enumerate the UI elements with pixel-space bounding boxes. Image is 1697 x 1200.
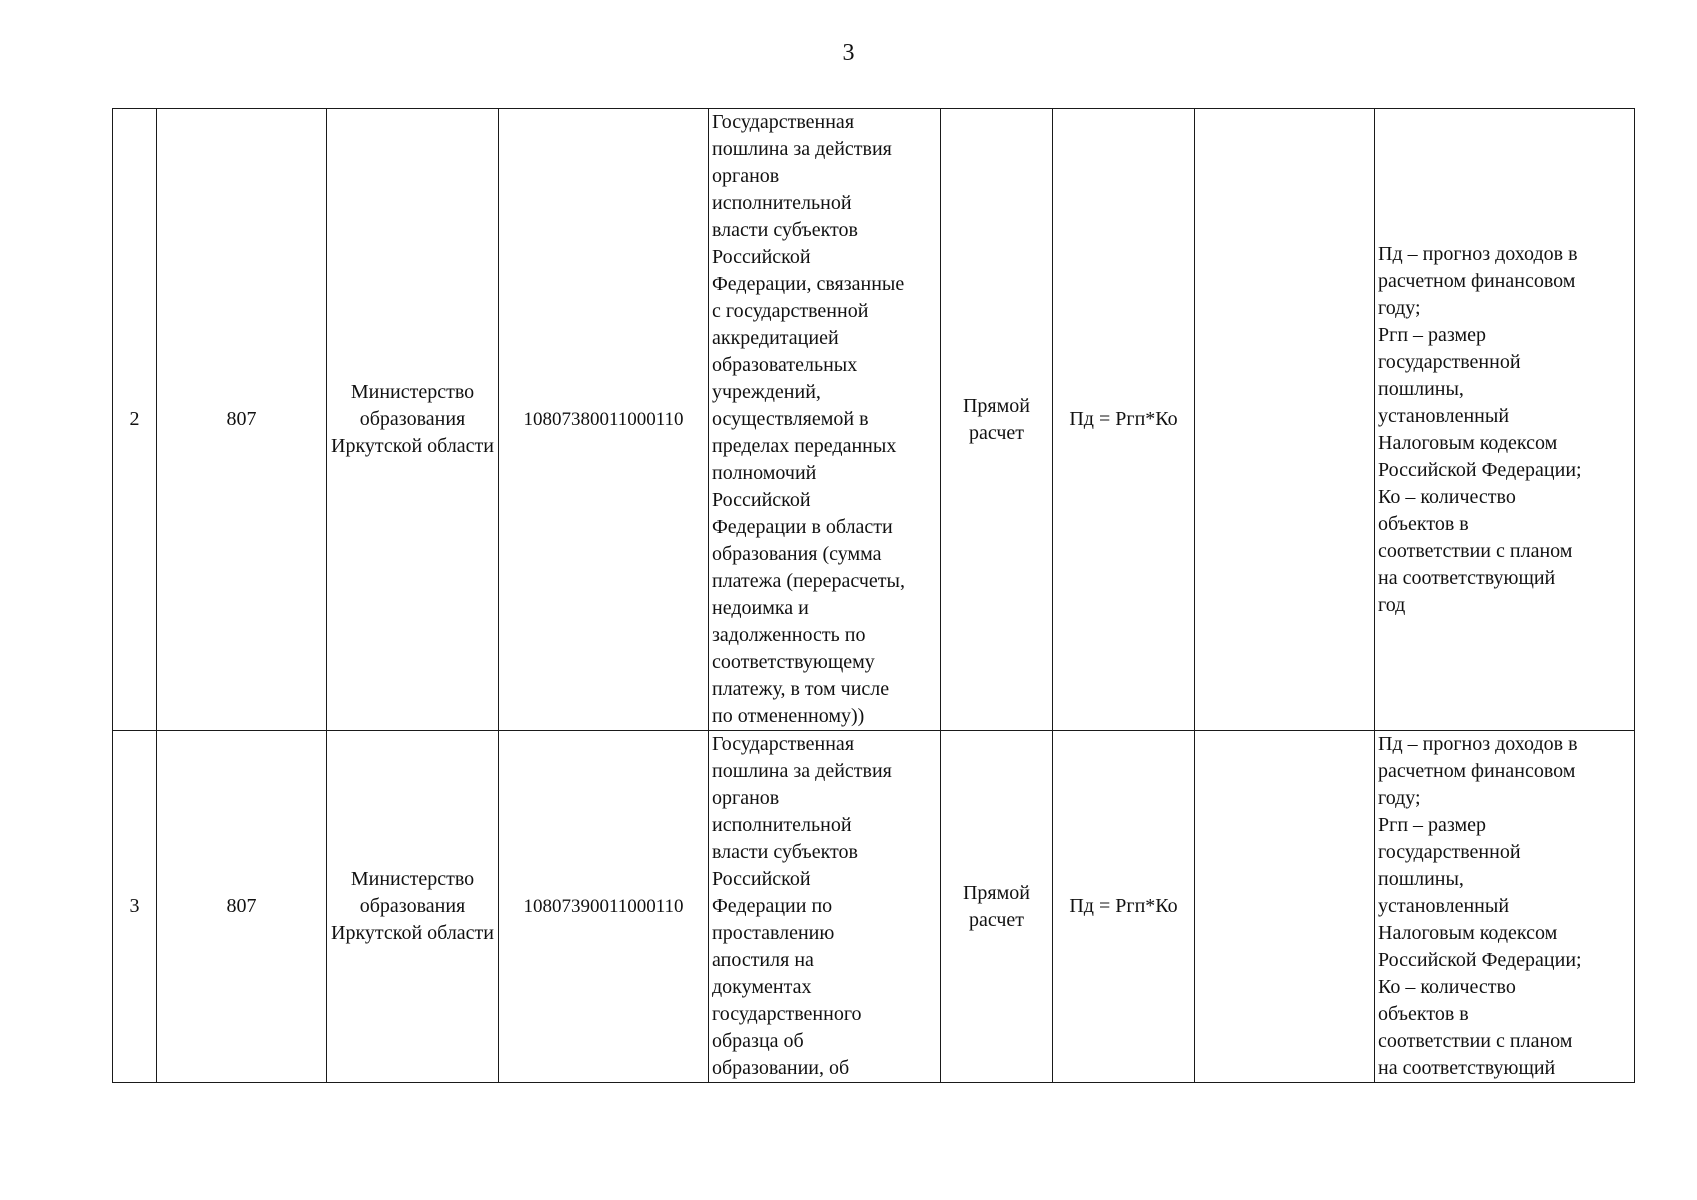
empty-cell (1195, 731, 1375, 1083)
calculation-method-cell: Прямой расчет (941, 731, 1053, 1083)
revenue-description-cell: Государственная пошлина за действия органов исполнительной власти субъектов Российской Федерации по проставлению апостиля на документах государственного образца об образовании, об (709, 731, 941, 1083)
admin-code-cell: 807 (157, 109, 327, 731)
formula-cell: Пд = Ргп*Ко (1053, 109, 1195, 731)
administrator-cell: Министерство образования Иркутской области (327, 109, 499, 731)
revenue-description-cell: Государственная пошлина за действия органов исполнительной власти субъектов Российской Федерации, связанные с государственной аккредитацией образовательных учреждений, осуществляемой в пределах переданных полномочий Российской Федерации в области образования (сумма платежа (перерасчеты, недоимка и задолженность по соответствующему платежу, в том числе по отмененному)) (709, 109, 941, 731)
formula-notes-cell: Пд – прогноз доходов в расчетном финансовом году; Ргп – размер государственной пошлины, установленный Налоговым кодексом Российской Федерации; Ко – количество объектов в соответствии с планом на соответствующий год (1375, 109, 1635, 731)
table-row (113, 731, 1635, 1083)
formula-cell: Пд = Ргп*Ко (1053, 731, 1195, 1083)
administrator-cell: Министерство образования Иркутской области (327, 731, 499, 1083)
empty-cell (1195, 109, 1375, 731)
table-row (113, 109, 1635, 731)
kbk-code-cell: 10807380011000110 (499, 109, 709, 731)
admin-code-cell: 807 (157, 731, 327, 1083)
calculation-method-cell: Прямой расчет (941, 109, 1053, 731)
row-number-cell: 2 (113, 109, 157, 731)
formula-notes-cell: Пд – прогноз доходов в расчетном финансовом году; Ргп – размер государственной пошлины, установленный Налоговым кодексом Российской Федерации; Ко – количество объектов в соответствии с планом на соответствующий (1375, 731, 1635, 1083)
revenue-forecast-table (112, 108, 1635, 1083)
page-number: 3 (842, 40, 855, 66)
kbk-code-cell: 10807390011000110 (499, 731, 709, 1083)
row-number-cell: 3 (113, 731, 157, 1083)
